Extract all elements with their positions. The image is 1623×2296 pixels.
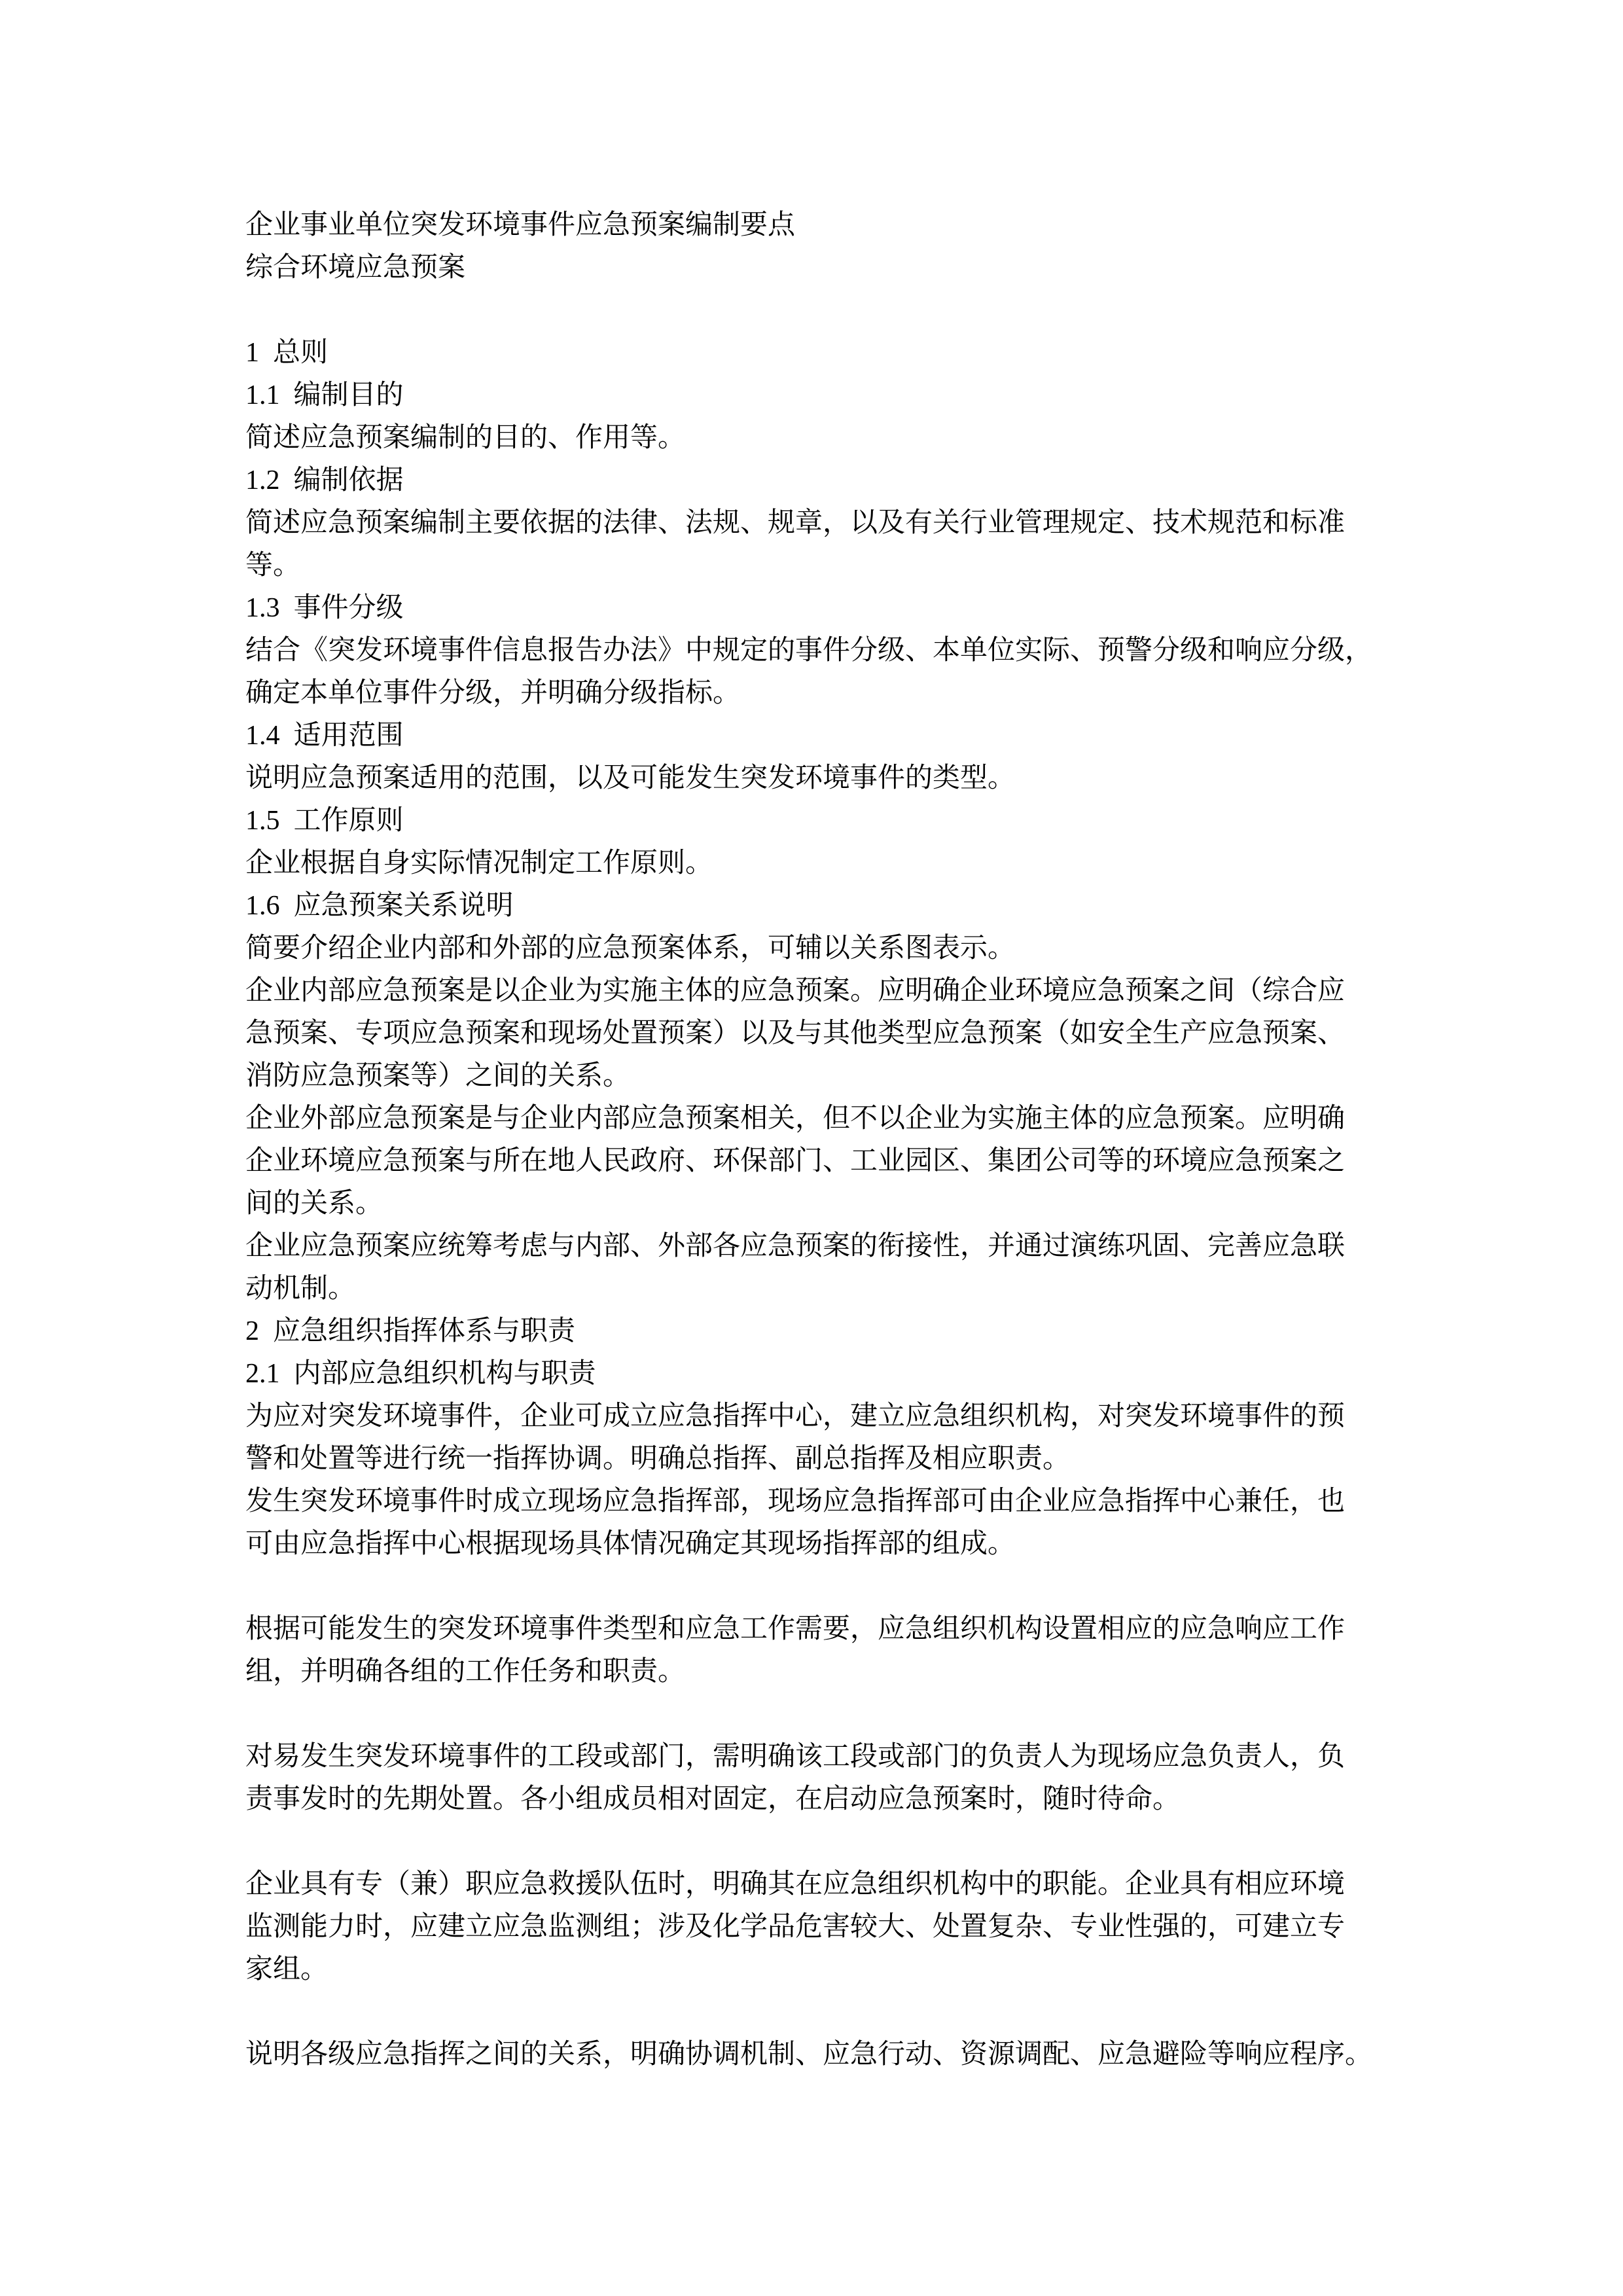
text-line: 企业具有专（兼）职应急救援队伍时，明确其在应急组织机构中的职能。企业具有相应环境	[245, 1869, 1346, 1899]
text-line: 说明各级应急指挥之间的关系，明确协调机制、应急行动、资源调配、应急避险等响应程序。	[245, 2039, 1373, 2070]
text-line: 可由应急指挥中心根据现场具体情况确定其现场指挥部的组成。	[245, 1529, 1016, 1559]
text-line: 发生突发环境事件时成立现场应急指挥部，现场应急指挥部可由企业应急指挥中心兼任，也	[245, 1486, 1346, 1516]
text-line: 对易发生突发环境事件的工段或部门，需明确该工段或部门的负责人为现场应急负责人，负	[245, 1742, 1346, 1772]
text-line: 企业环境应急预案与所在地人民政府、环保部门、工业园区、集团公司等的环境应急预案之	[245, 1146, 1346, 1176]
text-line: 结合《突发环境事件信息报告办法》中规定的事件分级、本单位实际、预警分级和响应分级，	[245, 636, 1373, 666]
text-line: 监测能力时，应建立应急监测组；涉及化学品危害较大、处置复杂、专业性强的，可建立专	[245, 1912, 1346, 1942]
text-line: 为应对突发环境事件，企业可成立应急指挥中心，建立应急组织机构，对突发环境事件的预	[245, 1401, 1346, 1431]
text-line: 消防应急预案等）之间的关系。	[245, 1061, 631, 1091]
text-line: 间的关系。	[245, 1189, 383, 1219]
blank-line	[245, 1821, 1387, 1863]
text-line: 企业事业单位突发环境事件应急预案编制要点	[245, 210, 796, 240]
text-line: 1.6 应急预案关系说明	[245, 891, 514, 921]
blank-line	[245, 289, 1387, 332]
text-line: 企业根据自身实际情况制定工作原则。	[245, 848, 713, 878]
text-line: 根据可能发生的突发环境事件类型和应急工作需要，应急组织机构设置相应的应急响应工作	[245, 1614, 1346, 1644]
text-line: 警和处置等进行统一指挥协调。明确总指挥、副总指挥及相应职责。	[245, 1444, 1071, 1474]
text-line: 动机制。	[245, 1274, 356, 1304]
text-line: 1.2 编制依据	[245, 465, 404, 495]
blank-line	[245, 1566, 1387, 1608]
text-line: 企业内部应急预案是以企业为实施主体的应急预案。应明确企业环境应急预案之间（综合应	[245, 976, 1346, 1006]
text-line: 组，并明确各组的工作任务和职责。	[245, 1657, 686, 1687]
text-line: 1.4 适用范围	[245, 721, 404, 751]
text-line: 家组。	[245, 1954, 329, 1984]
text-line: 2 应急组织指挥体系与职责	[245, 1316, 576, 1346]
text-line: 综合环境应急预案	[245, 253, 466, 283]
text-line: 1.1 编制目的	[245, 380, 404, 410]
text-line: 确定本单位事件分级，并明确分级指标。	[245, 678, 741, 708]
text-line: 1.5 工作原则	[245, 806, 404, 836]
text-line: 简述应急预案编制的目的、作用等。	[245, 423, 686, 453]
text-line: 简述应急预案编制主要依据的法律、法规、规章，以及有关行业管理规定、技术规范和标准	[245, 508, 1346, 538]
blank-line	[245, 1991, 1387, 2034]
text-line: 企业外部应急预案是与企业内部应急预案相关，但不以企业为实施主体的应急预案。应明确	[245, 1103, 1346, 1134]
text-line: 等。	[245, 550, 301, 581]
blank-line	[245, 1693, 1387, 1736]
document-content	[245, 204, 1387, 2076]
text-line: 1.3 事件分级	[245, 593, 404, 623]
text-line: 责事发时的先期处置。各小组成员相对固定，在启动应急预案时，随时待命。	[245, 1784, 1181, 1814]
text-line: 急预案、专项应急预案和现场处置预案）以及与其他类型应急预案（如安全生产应急预案、	[245, 1018, 1346, 1049]
text-line: 简要介绍企业内部和外部的应急预案体系，可辅以关系图表示。	[245, 933, 1016, 963]
text-line: 说明应急预案适用的范围，以及可能发生突发环境事件的类型。	[245, 763, 1016, 793]
text-line: 企业应急预案应统筹考虑与内部、外部各应急预案的衔接性，并通过演练巩固、完善应急联	[245, 1231, 1346, 1261]
text-line: 2.1 内部应急组织机构与职责	[245, 1359, 596, 1389]
text-line: 1 总则	[245, 338, 329, 368]
